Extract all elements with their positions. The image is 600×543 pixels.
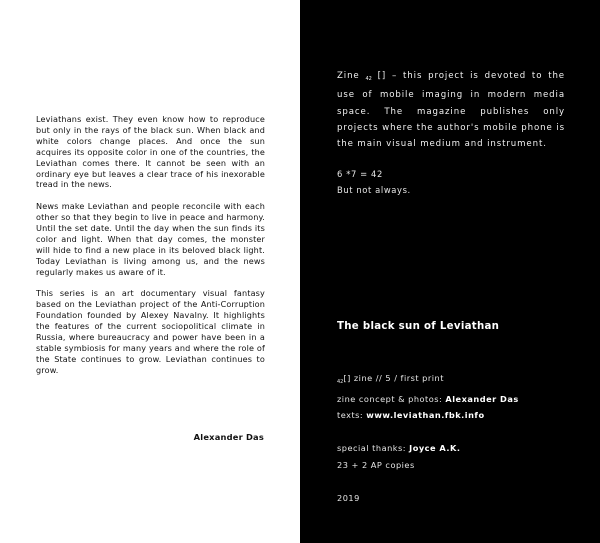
zine-issue-line xyxy=(337,370,577,391)
concept-credit xyxy=(337,391,577,408)
paragraph-3: This series is an art documentary visual fantasy based on the Leviathan project of the Anti-Corruption Foundation founded by Alexey Navalny. It highlights the features of the current sociopolitical climate in Russia, where bureaucracy and power have been in a stable symbiosis for many years and where the role of the State continues to grow. Leviathan continues to grow. xyxy=(36,288,265,375)
thanks-value: Joyce A.K. xyxy=(409,443,461,454)
zine-number: 42 xyxy=(365,76,372,82)
texts-credit xyxy=(337,407,577,424)
texts-link: www.leviathan.fbk.info xyxy=(366,410,485,421)
thanks-label: special thanks: xyxy=(337,443,410,454)
paragraph-1: Leviathans exist. They even know how to reproduce but only in the rays of the black sun. When black and white colors change places. And once the sun acquires its opposite color in one of the countries, the Leviathan comes there. It cannot be seen with an ordinary eye but leaves a clear trace of his inexorable tread in the news. xyxy=(36,114,265,190)
project-title: The black sun of Leviathan xyxy=(337,321,500,332)
concept-label: zine concept & photos: xyxy=(337,393,446,404)
intro-body: [] – this project is devoted to the use of mobile imaging in modern media space. The magazine publishes only projects where the author's mobile phone is the main visual medium and instrument. xyxy=(337,71,565,150)
zine-issue-text: [] zine // 5 / first print xyxy=(343,373,444,383)
zine-label: Zine xyxy=(337,71,360,81)
zine-issue-number: 42 xyxy=(337,379,344,385)
thanks-credit xyxy=(337,440,577,457)
colophon xyxy=(337,370,577,507)
equation-text: 6 *7 = 42 xyxy=(337,169,383,179)
texts-label: texts: xyxy=(337,410,367,421)
intro-text xyxy=(337,68,565,152)
author-signature: Alexander Das xyxy=(193,432,264,442)
right-page xyxy=(300,0,600,543)
year: 2019 xyxy=(337,493,360,504)
equation-note: But not always. xyxy=(337,185,411,195)
copies-count: 23 + 2 AP copies xyxy=(337,459,415,470)
concept-value: Alexander Das xyxy=(445,393,519,404)
equation-block xyxy=(337,166,411,198)
body-text xyxy=(36,114,265,387)
paragraph-2: News make Leviathan and people reconcile with each other so that they begin to live in peace and harmony. Until the set date. Until the day when the sun finds its color and light. When that day comes, the monster will hide to find a new place in its beloved black light. Today Leviathan is living among us, and the news regularly makes us aware of it. xyxy=(36,201,265,277)
